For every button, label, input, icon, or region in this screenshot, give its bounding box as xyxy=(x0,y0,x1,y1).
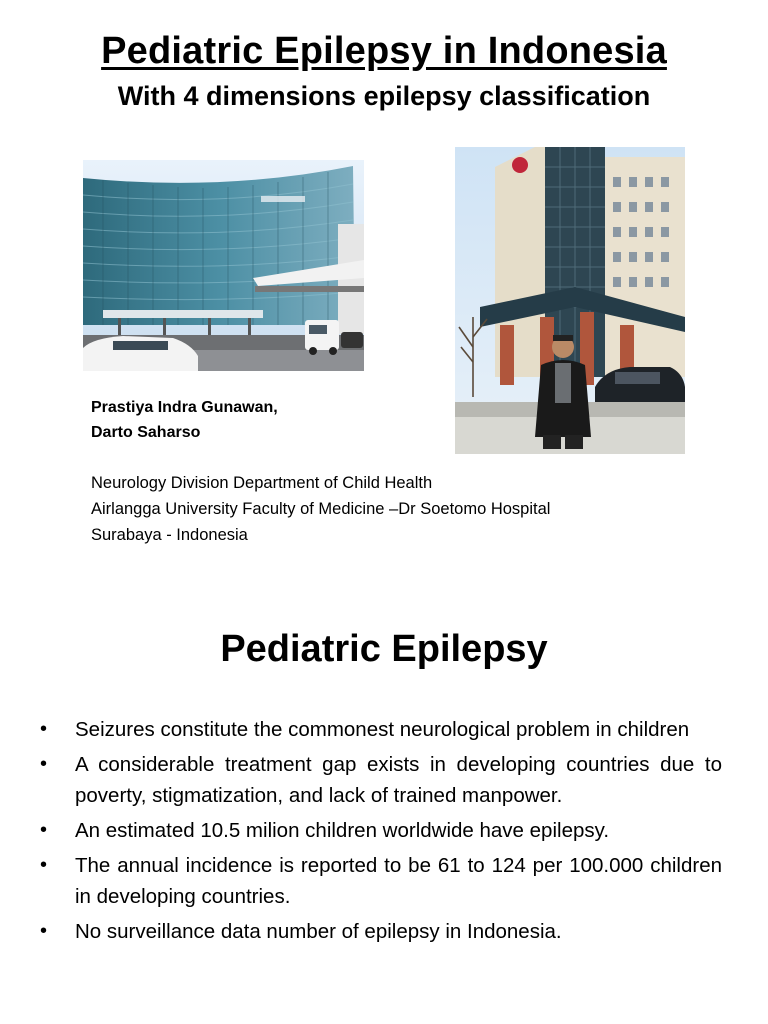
bullet-text: A considerable treatment gap exists in developing countries due to poverty, stigmatization, and lack of trained manpower. xyxy=(75,753,722,807)
content-slide xyxy=(0,590,768,1024)
list-item xyxy=(40,749,722,811)
bullet-text: Seizures constitute the commonest neurological problem in children xyxy=(75,718,690,741)
bullet-list xyxy=(40,714,722,951)
affiliation xyxy=(91,470,550,548)
author-line: Prastiya Indra Gunawan, xyxy=(91,399,278,416)
affiliation-line: Neurology Division Department of Child Health xyxy=(91,474,433,492)
bullet-icon: • xyxy=(40,920,48,942)
bullet-icon: • xyxy=(40,854,48,876)
bullet-icon: • xyxy=(40,819,48,841)
list-item xyxy=(40,714,722,745)
hospital-tower-person-photo xyxy=(455,147,685,454)
bullet-icon: • xyxy=(40,718,48,740)
list-item xyxy=(40,815,722,846)
list-item xyxy=(40,916,722,947)
slide-subtitle: With 4 dimensions epilepsy classification xyxy=(117,81,651,111)
affiliation-line: Surabaya - Indonesia xyxy=(91,526,248,544)
list-item xyxy=(40,850,722,912)
section-title: Pediatric Epilepsy xyxy=(220,628,548,670)
bullet-text: No surveillance data number of epilepsy in Indonesia. xyxy=(75,920,562,943)
author-line: Darto Saharso xyxy=(91,424,201,441)
hospital-building-photo xyxy=(83,160,364,371)
bullet-text: An estimated 10.5 milion children worldwide have epilepsy. xyxy=(75,819,610,842)
bullet-text: The annual incidence is reported to be 61 to 124 per 100.000 children in developing countries. xyxy=(75,854,722,908)
bullet-icon: • xyxy=(40,753,48,775)
authors xyxy=(91,395,278,445)
affiliation-line: Airlangga University Faculty of Medicine –Dr Soetomo Hospital xyxy=(91,500,551,518)
slide-title: Pediatric Epilepsy in Indonesia xyxy=(101,30,667,72)
